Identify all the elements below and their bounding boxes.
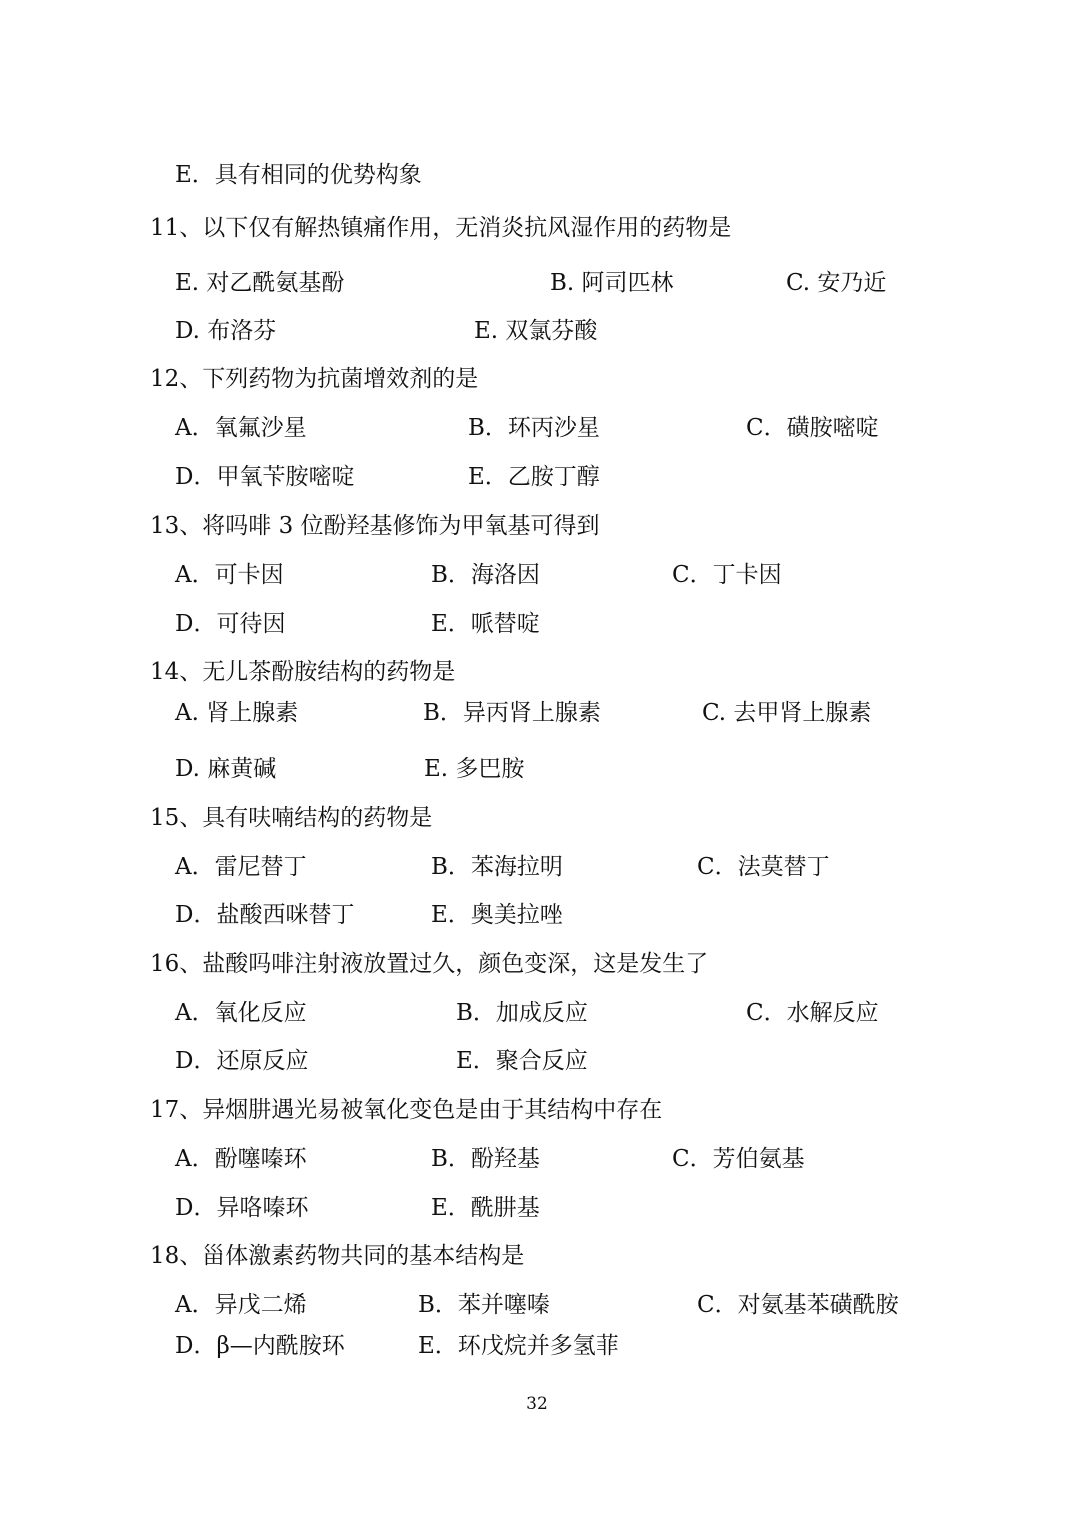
question-17-option: E．酰肼基 xyxy=(431,1195,540,1221)
question-12-option: E．乙胺丁醇 xyxy=(468,464,600,490)
question-14-option: B．异丙肾上腺素 xyxy=(423,700,601,726)
question-12-option: B．环丙沙星 xyxy=(468,415,600,441)
question-17-option: D．异咯嗪环 xyxy=(175,1195,309,1221)
question-11-option: D. 布洛芬 xyxy=(175,318,277,344)
question-12-option: D．甲氧苄胺嘧啶 xyxy=(175,464,355,490)
question-11-stem: 11、以下仅有解热镇痛作用，无消炎抗风湿作用的药物是 xyxy=(150,215,732,241)
question-12-stem: 12、下列药物为抗菌增效剂的是 xyxy=(150,366,479,392)
question-18-option: A．异戊二烯 xyxy=(175,1292,307,1318)
question-17-stem: 17、异烟肼遇光易被氧化变色是由于其结构中存在 xyxy=(150,1097,663,1123)
option-e-top: E．具有相同的优势构象 xyxy=(175,162,422,188)
question-18-stem: 18、甾体激素药物共同的基本结构是 xyxy=(150,1243,525,1269)
page-number: 32 xyxy=(526,1394,548,1414)
question-15-stem: 15、具有呋喃结构的药物是 xyxy=(150,805,433,831)
question-16-option: C．水解反应 xyxy=(746,1000,879,1026)
question-16-option: A．氧化反应 xyxy=(175,1000,307,1026)
question-16-option: E．聚合反应 xyxy=(456,1048,588,1074)
question-17-option: C．芳伯氨基 xyxy=(672,1146,805,1172)
question-16-option: D．还原反应 xyxy=(175,1048,309,1074)
question-18-option: E．环戊烷并多氢菲 xyxy=(418,1333,619,1359)
question-13-option: A．可卡因 xyxy=(175,562,284,588)
question-17-option: B．酚羟基 xyxy=(431,1146,540,1172)
question-13-option: E．哌替啶 xyxy=(431,611,540,637)
question-14-option: E. 多巴胺 xyxy=(424,756,525,782)
question-11-option: E. 对乙酰氨基酚 xyxy=(175,270,345,296)
question-12-option: A．氧氟沙星 xyxy=(175,415,307,441)
question-12-option: C．磺胺嘧啶 xyxy=(746,415,879,441)
question-13-stem: 13、将吗啡 3 位酚羟基修饰为甲氧基可得到 xyxy=(150,513,600,539)
question-15-option: E．奥美拉唑 xyxy=(431,902,563,928)
question-15-option: A．雷尼替丁 xyxy=(175,854,307,880)
question-16-stem: 16、盐酸吗啡注射液放置过久，颜色变深，这是发生了 xyxy=(150,951,709,977)
question-18-option: D．β—内酰胺环 xyxy=(175,1333,345,1359)
question-14-option: C. 去甲肾上腺素 xyxy=(702,700,872,726)
question-13-option: B．海洛因 xyxy=(431,562,540,588)
question-14-option: A. 肾上腺素 xyxy=(175,700,299,726)
question-17-option: A．酚噻嗪环 xyxy=(175,1146,307,1172)
question-13-option: D．可待因 xyxy=(175,611,286,637)
question-18-option: C．对氨基苯磺酰胺 xyxy=(697,1292,899,1318)
question-14-option: D. 麻黄碱 xyxy=(175,756,277,782)
question-18-option: B．苯并噻嗪 xyxy=(418,1292,550,1318)
question-13-option: C．丁卡因 xyxy=(672,562,782,588)
question-11-option: E. 双氯芬酸 xyxy=(474,318,598,344)
question-15-option: D．盐酸西咪替丁 xyxy=(175,902,355,928)
question-15-option: B．苯海拉明 xyxy=(431,854,563,880)
question-15-option: C．法莫替丁 xyxy=(697,854,830,880)
question-16-option: B．加成反应 xyxy=(456,1000,588,1026)
question-11-option: C. 安乃近 xyxy=(786,270,887,296)
question-14-stem: 14、无儿茶酚胺结构的药物是 xyxy=(150,659,456,685)
question-11-option: B. 阿司匹林 xyxy=(550,270,674,296)
